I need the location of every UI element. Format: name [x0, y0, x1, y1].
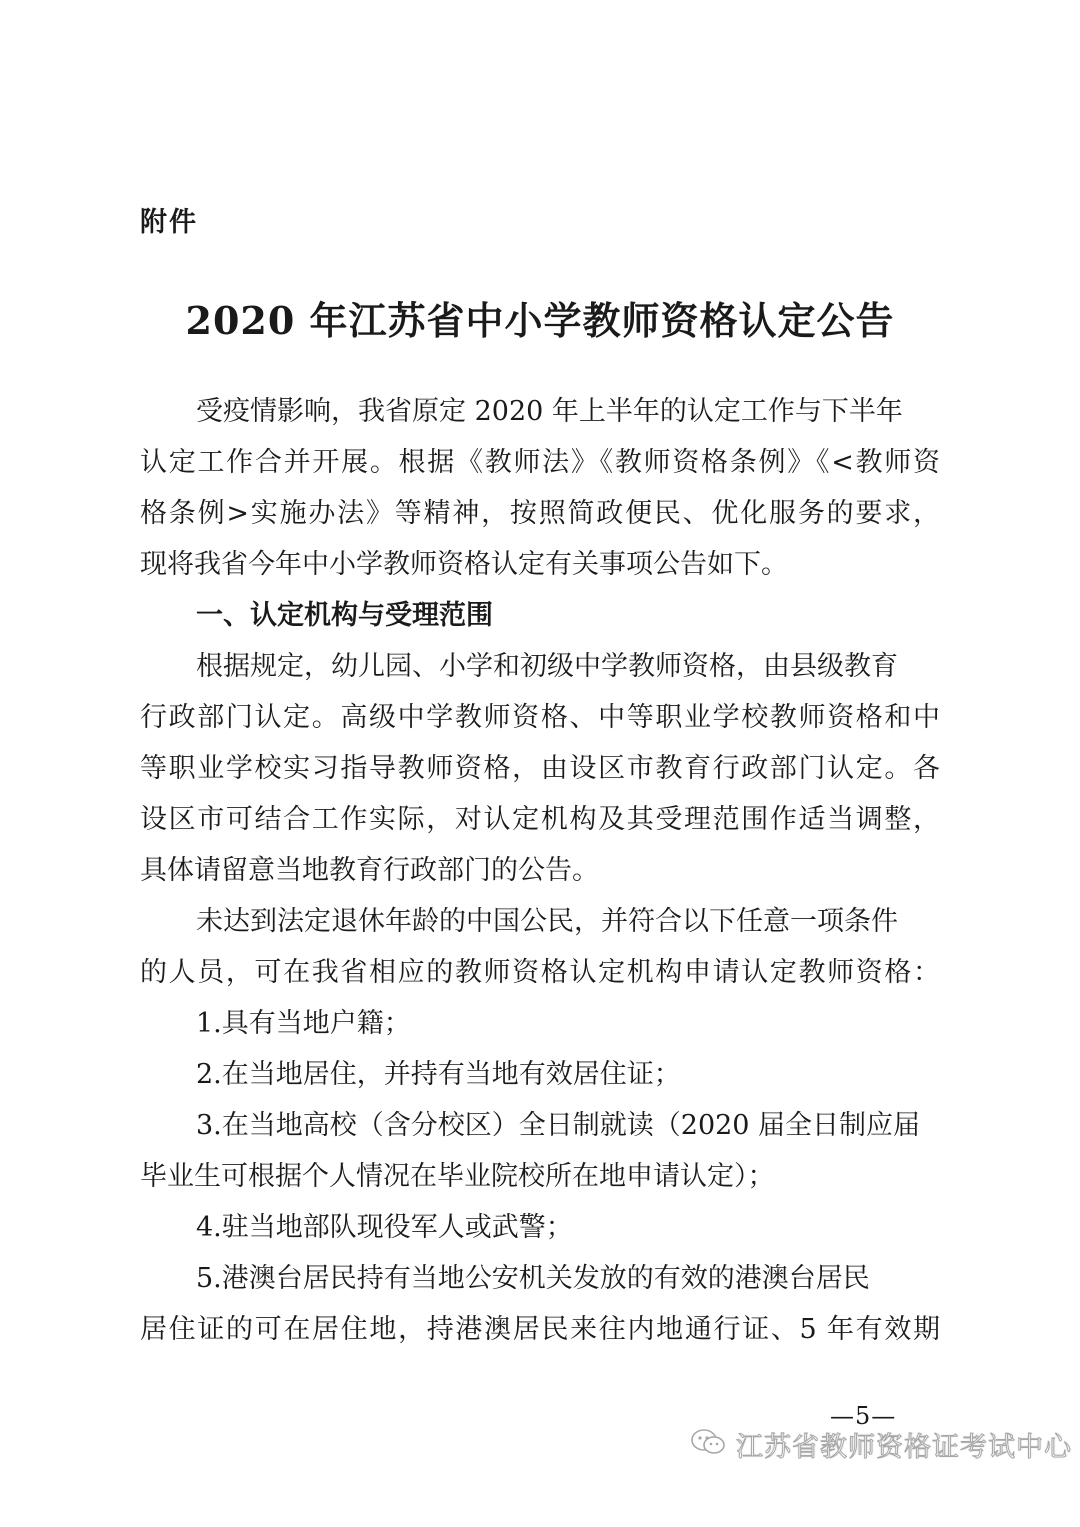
body-line: 的人员，可在我省相应的教师资格认定机构申请认定教师资格：: [140, 957, 940, 988]
attachment-label: 附件: [140, 207, 198, 238]
wechat-official-account-icon: [690, 1427, 726, 1461]
page-number: —5—: [830, 1402, 897, 1430]
body-line: 未达到法定退休年龄的中国公民，并符合以下任意一项条件: [196, 906, 898, 937]
body-line: 受疫情影响，我省原定 2020 年上半年的认定工作与下半年: [196, 396, 903, 427]
body-line: 现将我省今年中小学教师资格认定有关事项公告如下。: [140, 549, 788, 580]
body-line: 居住证的可在居住地，持港澳居民来往内地通行证、5 年有效期: [140, 1314, 940, 1345]
body-line: 认定工作合并开展。根据《教师法》《教师资格条例》《<教师资: [140, 447, 940, 478]
list-item: 2.在当地居住，并持有当地有效居住证；: [196, 1059, 681, 1090]
body-line: 行政部门认定。高级中学教师资格、中等职业学校教师资格和中: [140, 702, 940, 733]
list-item: 4.驻当地部队现役军人或武警；: [196, 1212, 573, 1243]
list-item: 5.港澳台居民持有当地公安机关发放的有效的港澳台居民: [196, 1263, 870, 1294]
body-line: 设区市可结合工作实际，对认定机构及其受理范围作适当调整，: [140, 804, 940, 835]
body-line: 格条例>实施办法》等精神，按照简政便民、优化服务的要求，: [140, 498, 940, 529]
watermark: [690, 1422, 1072, 1466]
list-item: 1.具有当地户籍；: [196, 1008, 411, 1039]
body-line: 等职业学校实习指导教师资格，由设区市教育行政部门认定。各: [140, 753, 940, 784]
list-item: 3.在当地高校（含分校区）全日制就读（2020 届全日制应届: [196, 1110, 921, 1141]
body-line: 根据规定，幼儿园、小学和初级中学教师资格，由县级教育: [196, 651, 898, 682]
document-title: 2020 年江苏省中小学教师资格认定公告: [185, 298, 895, 343]
body-line: 毕业生可根据个人情况在毕业院校所在地申请认定）；: [140, 1161, 775, 1192]
body-line: 具体请留意当地教育行政部门的公告。: [140, 855, 599, 886]
section-heading: 一、认定机构与受理范围: [196, 600, 493, 631]
watermark-text: 江苏省教师资格证考试中心: [736, 1431, 1072, 1463]
